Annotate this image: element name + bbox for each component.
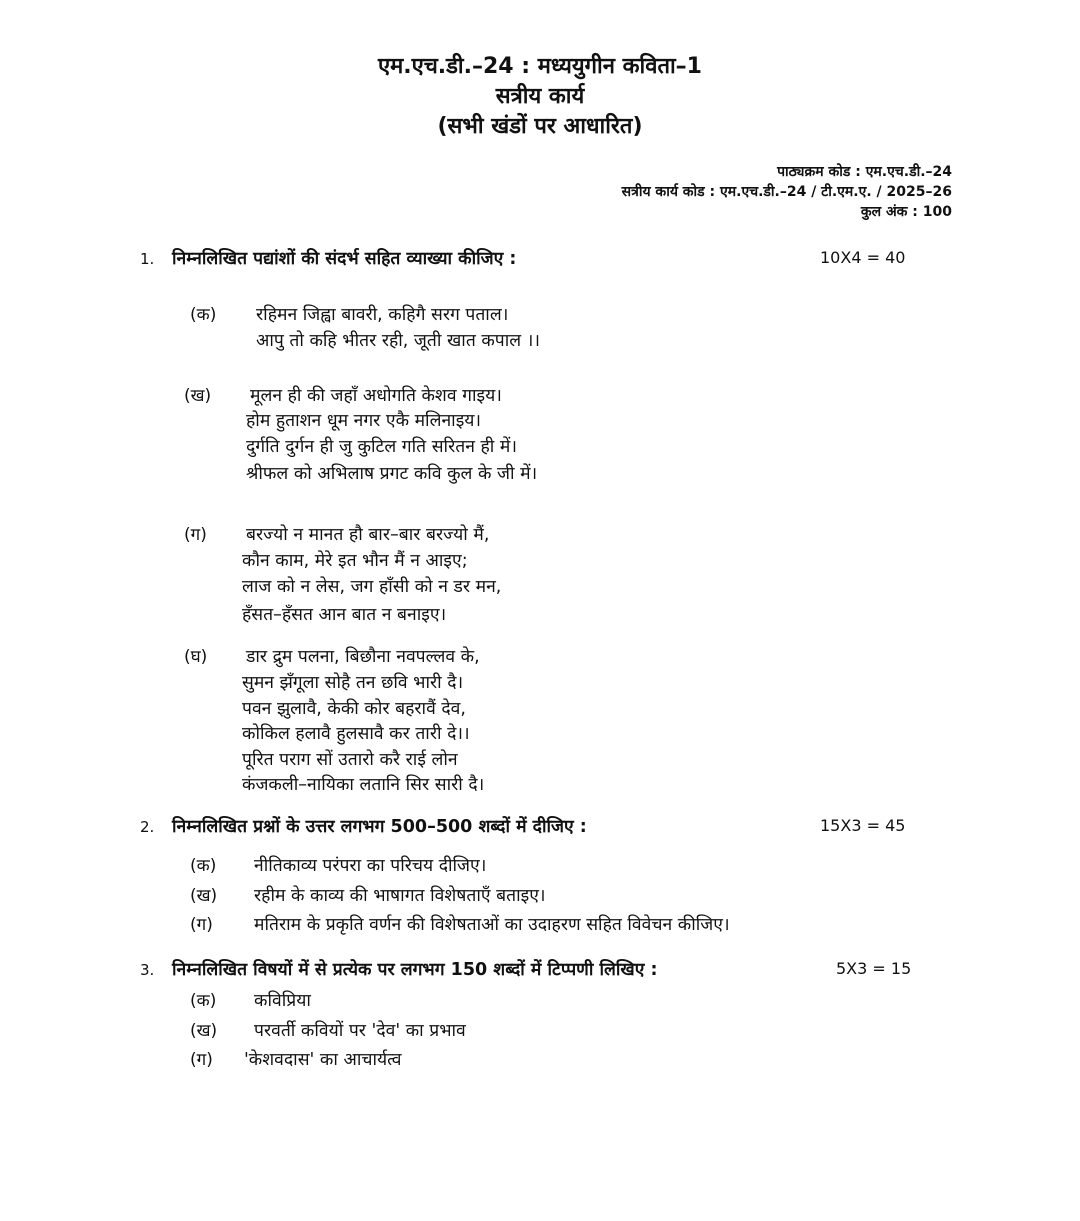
- document-note: (सभी खंडों पर आधारित): [437, 114, 643, 139]
- course-code: पाठ्यक्रम कोड : एम.एच.डी.–24: [777, 164, 952, 180]
- q1-part-gha-line: कंजकली–नायिका लतानि सिर सारी दै।: [242, 775, 485, 795]
- q1-part-gha-line: डार द्रुम पलना, बिछौना नवपल्लव के,: [246, 647, 480, 667]
- q1-part-ka-line: रहिमन जिह्वा बावरी, कहिगै सरग पताल।: [256, 305, 509, 325]
- q1-part-ga-label: (ग): [184, 525, 207, 545]
- q3-item-ka-text: कविप्रिया: [254, 991, 311, 1011]
- q3-item-kha-text: परवर्ती कवियों पर 'देव' का प्रभाव: [254, 1021, 466, 1041]
- q1-part-kha-line: श्रीफल को अभिलाष प्रगट कवि कुल के जी में।: [246, 464, 538, 484]
- question-2-number: 2.: [140, 818, 155, 836]
- q1-part-kha-label: (ख): [184, 386, 212, 406]
- q1-part-ga-line: हँसत–हँसत आन बात न बनाइए।: [242, 605, 447, 625]
- q1-part-gha-line: पवन झुलावै, केकी कोर बहरावैं देव,: [242, 699, 466, 719]
- q2-item-ga-label: (ग): [190, 915, 213, 935]
- q1-part-kha-line: होम हुताशन धूम नगर एकै मलिनाइय।: [246, 411, 482, 431]
- q1-part-gha-label: (घ): [184, 647, 208, 667]
- total-marks: कुल अंक : 100: [860, 204, 952, 220]
- q3-item-ka-label: (क): [190, 991, 217, 1011]
- q2-item-ka-text: नीतिकाव्य परंपरा का परिचय दीजिए।: [254, 856, 487, 876]
- question-3-text: निम्नलिखित विषयों में से प्रत्येक पर लगभग 150 शब्दों में टिप्पणी लिखिए :: [172, 960, 658, 980]
- document-subtitle: सत्रीय कार्य: [495, 84, 585, 109]
- q2-item-kha-label: (ख): [190, 886, 218, 906]
- question-2-text: निम्नलिखित प्रश्नों के उत्तर लगभग 500–500 शब्दों में दीजिए :: [172, 817, 587, 837]
- q2-item-ka-label: (क): [190, 856, 217, 876]
- q1-part-gha-line: कोकिल हलावै हुलसावै कर तारी दे।।: [242, 724, 470, 744]
- q1-part-ga-line: लाज को न लेस, जग हाँसी को न डर मन,: [242, 577, 502, 597]
- q1-part-gha-line: सुमन झँगूला सोहै तन छवि भारी दै।: [242, 673, 464, 693]
- question-1-marks: 10X4 = 40: [820, 248, 906, 267]
- question-1-text: निम्नलिखित पद्यांशों की संदर्भ सहित व्याख्या कीजिए :: [172, 249, 517, 269]
- question-2-marks: 15X3 = 45: [820, 816, 906, 835]
- q1-part-ga-line: कौन काम, मेरे इत भौन मैं न आइए;: [242, 551, 468, 571]
- q3-item-ga-label: (ग): [190, 1050, 213, 1070]
- q1-part-kha-line: मूलन ही की जहाँ अधोगति केशव गाइय।: [250, 386, 502, 406]
- q2-item-ga-text: मतिराम के प्रकृति वर्णन की विशेषताओं का उदाहरण सहित विवेचन कीजिए।: [254, 915, 730, 935]
- q1-part-gha-line: पूरित पराग सों उतारो करै राई लोन: [242, 750, 458, 770]
- q1-part-ka-line: आपु तो कहि भीतर रही, जूती खात कपाल ।।: [256, 331, 540, 351]
- q1-part-kha-line: दुर्गति दुर्गन ही जु कुटिल गति सरितन ही में।: [246, 437, 517, 457]
- q1-part-ga-line: बरज्यो न मानत हौ बार–बार बरज्यो मैं,: [246, 525, 490, 545]
- q3-item-kha-label: (ख): [190, 1021, 218, 1041]
- assignment-code: सत्रीय कार्य कोड : एम.एच.डी.–24 / टी.एम.ए. / 2025–26: [621, 184, 952, 200]
- document-title: एम.एच.डी.–24 : मध्ययुगीन कविता–1: [377, 54, 702, 79]
- question-3-number: 3.: [140, 961, 155, 979]
- q2-item-kha-text: रहीम के काव्य की भाषागत विशेषताएँ बताइए।: [254, 886, 546, 906]
- q3-item-ga-text: 'केशवदास' का आचार्यत्व: [244, 1050, 402, 1070]
- question-3-marks: 5X3 = 15: [836, 959, 912, 978]
- q1-part-ka-label: (क): [190, 305, 217, 325]
- question-1-number: 1.: [140, 250, 155, 268]
